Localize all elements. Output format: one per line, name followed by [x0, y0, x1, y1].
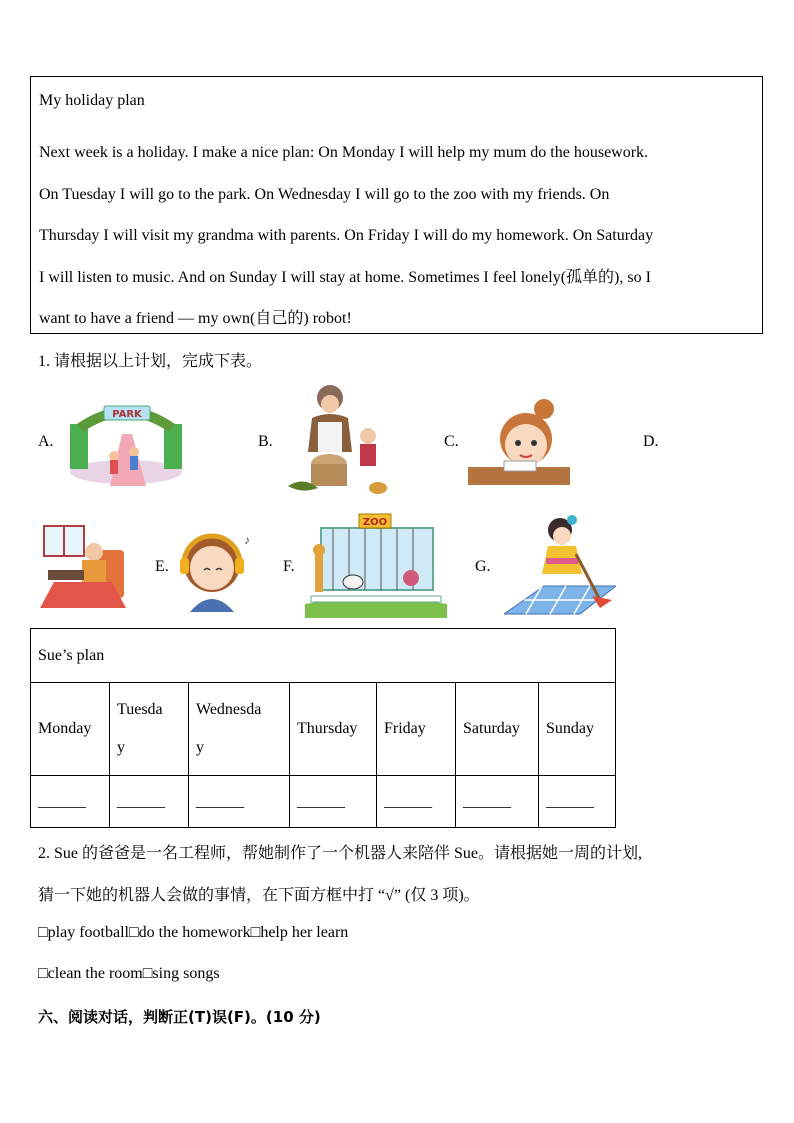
girl-sweeping-picture: [504, 514, 616, 618]
option-f-label: F.: [283, 558, 295, 575]
day-wednesday: Wednesda y: [189, 683, 290, 776]
checkbox-help-her-learn[interactable]: □: [250, 924, 261, 941]
option-g-label: G.: [475, 558, 491, 575]
choice-sing-songs: sing songs: [152, 965, 220, 982]
answer-blank-saturday[interactable]: ______: [456, 776, 539, 828]
choice-clean-the-room: clean the room: [47, 965, 143, 982]
answer-blank-friday[interactable]: ______: [377, 776, 456, 828]
choice-row-1: [38, 924, 348, 942]
question-1-prompt: 1. 请根据以上计划，完成下表。: [38, 353, 263, 370]
choice-row-2: [38, 965, 220, 983]
option-a-label: A.: [38, 433, 54, 450]
table-title: Sue’s plan: [31, 629, 616, 683]
svg-text:♪: ♪: [244, 533, 250, 547]
zoo-picture: [305, 512, 447, 618]
zoo-sign-text: ZOO: [362, 517, 388, 528]
passage-line-3: Thursday I will visit my grandma with parents. On Friday I will do my homework. On Saturday: [39, 227, 654, 244]
answer-blank-monday[interactable]: ______: [31, 776, 110, 828]
passage-title: My holiday plan: [39, 92, 145, 109]
answer-blank-sunday[interactable]: ______: [539, 776, 616, 828]
question-2-line-2: 猜一下她的机器人会做的事情，在下面方框中打 “√” (仅 3 项)。: [38, 887, 480, 904]
day-sunday: Sunday: [539, 683, 616, 776]
answer-blank-thursday[interactable]: ______: [290, 776, 377, 828]
question-2-line-1: 2. Sue 的爸爸是一名工程师，帮她制作了一个机器人来陪伴 Sue。请根据她一周的计划,: [38, 845, 643, 862]
section-6-heading: 六、阅读对话，判断正(T)误(F)。(10 分): [38, 1008, 321, 1026]
park-sign-text: PARK: [112, 409, 142, 420]
passage-line-5: want to have a friend — my own(自己的) robot!: [39, 310, 352, 327]
day-thursday: Thursday: [290, 683, 377, 776]
passage-line-1: Next week is a holiday. I make a nice plan: On Monday I will help my mum do the housework.: [39, 144, 649, 161]
day-saturday: Saturday: [456, 683, 539, 776]
sue-plan-table: [30, 628, 616, 828]
choice-play-football: play football: [47, 924, 129, 941]
grandma-picture: [284, 382, 390, 496]
checkbox-sing-songs[interactable]: □: [142, 965, 153, 982]
choice-help-her-learn: help her learn: [260, 924, 349, 941]
table-row-answers: [31, 776, 616, 828]
choice-do-the-homework: do the homework: [138, 924, 251, 941]
answer-blank-tuesday[interactable]: ______: [110, 776, 189, 828]
checkbox-clean-the-room[interactable]: □: [38, 965, 48, 982]
option-d-label: D.: [643, 433, 659, 450]
option-c-label: C.: [444, 433, 459, 450]
day-friday: Friday: [377, 683, 456, 776]
girl-music-picture: [176, 526, 256, 612]
table-row-days: [31, 683, 616, 776]
option-b-label: B.: [258, 433, 273, 450]
stay-home-picture: [40, 520, 126, 608]
day-tuesday: Tuesda y: [110, 683, 189, 776]
answer-blank-wednesday[interactable]: ______: [189, 776, 290, 828]
passage-line-2: On Tuesday I will go to the park. On Wednesday I will go to the zoo with my friends. On: [39, 185, 610, 203]
checkbox-play-football[interactable]: □: [38, 924, 48, 941]
passage-box: [30, 76, 763, 334]
girl-homework-picture: [468, 397, 570, 489]
park-picture: [66, 394, 186, 486]
day-monday: Monday: [31, 683, 110, 776]
option-e-label: E.: [155, 558, 169, 575]
checkbox-do-the-homework[interactable]: □: [128, 924, 139, 941]
passage-line-4: I will listen to music. And on Sunday I will stay at home. Sometimes I feel lonely(孤单的), so I: [39, 268, 651, 286]
